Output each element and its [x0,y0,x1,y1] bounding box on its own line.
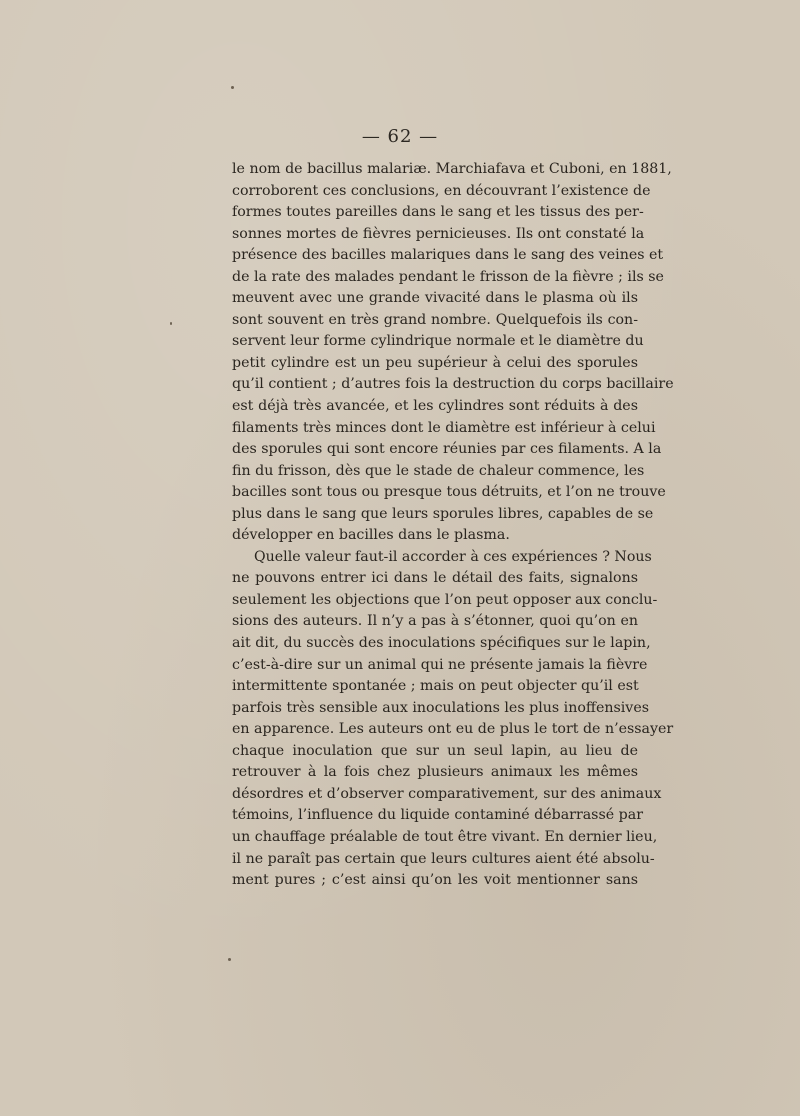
text-line: désordres et d’observer comparativement, sur des animaux [232,785,662,802]
text-line: servent leur forme cylindrique normale et le diamètre du [232,333,644,350]
text-line: témoins, l’influence du liquide contaminé débarrassé par [232,807,643,824]
text-line: sonnes mortes de fièvres pernicieuses. Ils ont constaté la [232,225,645,242]
text-line: corroborent ces conclusions, en découvrant l’existence de [232,182,651,199]
page-number: — 62 — [361,126,439,147]
text-line: c’est-à-dire sur un animal qui ne présente jamais la fièvre [232,656,648,673]
text-line: Quelle valeur faut-il accorder à ces expériences ? Nous [254,548,652,565]
body-text [232,159,674,892]
text-line: filaments très minces dont le diamètre est inférieur à celui [232,419,656,436]
text-line: chaque inoculation que sur un seul lapin, au lieu de [232,742,638,759]
text-line: fin du frisson, dès que le stade de chaleur commence, les [232,462,645,479]
text-line: développer en bacilles dans le plasma. [232,527,510,544]
paper-speck [228,958,231,961]
text-line: en apparence. Les auteurs ont eu de plus le tort de n’essayer [232,721,674,738]
text-line: un chauffage préalable de tout être vivant. En dernier lieu, [232,828,658,845]
text-line: parfois très sensible aux inoculations les plus inoffensives [232,699,649,716]
text-line: seulement les objections que l’on peut opposer aux conclu- [232,591,658,608]
text-line: retrouver à la fois chez plusieurs animaux les mêmes [232,764,638,781]
text-line: petit cylindre est un peu supérieur à celui des sporules [232,354,638,371]
text-line: formes toutes pareilles dans le sang et les tissus des per- [232,204,644,221]
text-line: plus dans le sang que leurs sporules libres, capables de se [232,505,654,522]
text-line: des sporules qui sont encore réunies par ces filaments. A la [232,441,662,458]
paper-speck [231,86,234,89]
text-line: intermittente spontanée ; mais on peut objecter qu’il est [232,678,639,695]
text-line: meuvent avec une grande vivacité dans le plasma où ils [232,290,638,307]
text-line: est déjà très avancée, et les cylindres sont réduits à des [232,398,638,415]
text-line: de la rate des malades pendant le frisson de la fièvre ; ils se [232,268,664,285]
text-line: sions des auteurs. Il n’y a pas à s’étonner, quoi qu’on en [232,613,638,630]
paper-speck [170,322,172,325]
text-line: ait dit, du succès des inoculations spécifiques sur le lapin, [232,635,651,652]
text-line: le nom de bacillus malariæ. Marchiafava et Cuboni, en 1881, [232,161,672,177]
text-line: qu’il contient ; d’autres fois la destruction du corps bacillaire [232,376,674,393]
text-line: il ne paraît pas certain que leurs cultures aient été absolu- [232,850,655,867]
text-line: ment pures ; c’est ainsi qu’on les voit mentionner sans [232,872,638,889]
text-line: ne pouvons entrer ici dans le détail des faits, signalons [232,570,638,587]
text-line: présence des bacilles malariques dans le sang des veines et [232,247,664,264]
text-line: sont souvent en très grand nombre. Quelquefois ils con- [232,311,638,328]
text-line: bacilles sont tous ou presque tous détruits, et l’on ne trouve [232,484,666,501]
